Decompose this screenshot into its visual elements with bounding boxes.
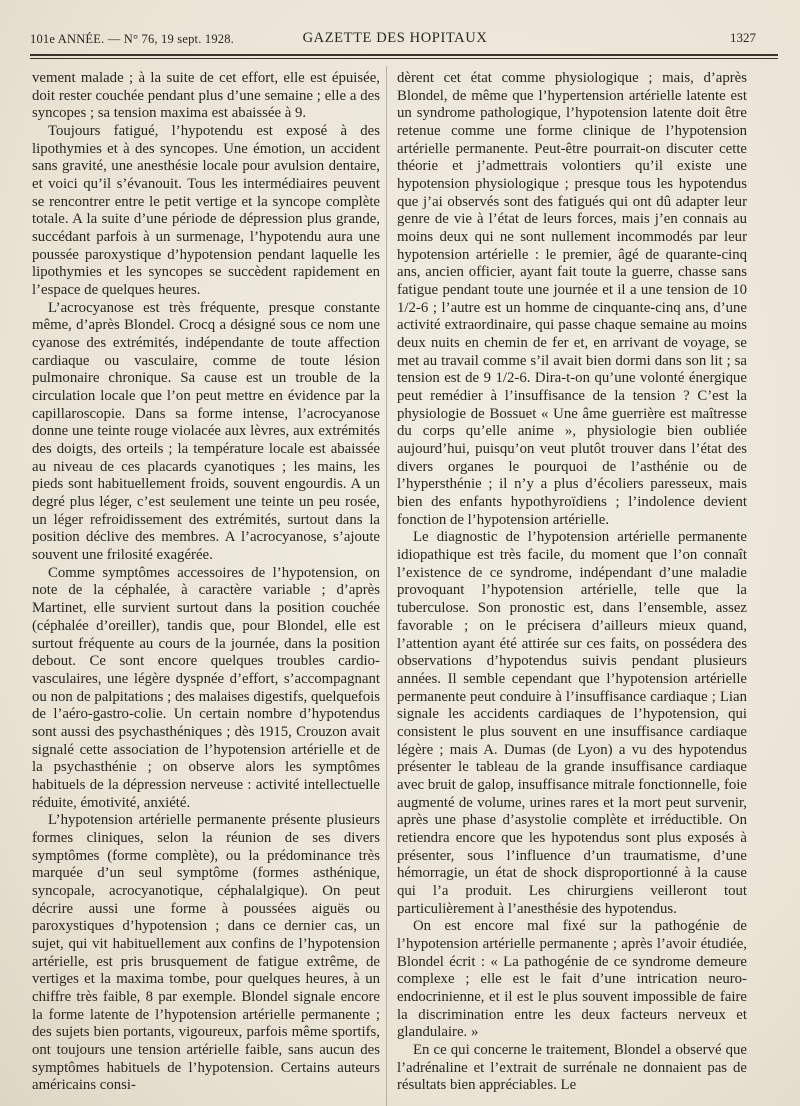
paragraph: Comme symptômes accessoires de l’hypotension, on note de la céphalée, à caractère variable ; d’après Martinet, elle survient surtout dans la position couchée (céphalée d’oreiller), tandis que, pour Blondel, elle est surtout fréquente au cours de la journée, dans la position debout. Ce sont encore quelques troubles cardio-vasculaires, une légère dyspnée d’effort, s’accompagnant ou non de palpitations ; des malaises digestifs, quelquefois de l’aéro-gastro-colie. Un certain nombre d’hypotendus sont aussi des psychasthéniques ; dès 1915, Crouzon avait signalé cette association de l’hypotension artérielle et de la psychasthénie ; on observe alors les symptômes habituels de la dépression nerveuse : activité intellectuelle réduite, émotivité, anxiété.: [32, 564, 380, 811]
paragraph: Le diagnostic de l’hypotension artérielle permanente idiopathique est très facile, du moment que l’on connaît l’existence de ce syndrome, indépendant d’une maladie provoquant l’hypotension artérielle, telle que la tuberculose. Son pronostic est, dans l’ensemble, assez favorable ; on le précisera d’ailleurs mieux quand, l’attention ayant été attirée sur ces faits, on possédera des observations d’hypotendus suivis pendant plusieurs années. Il semble cependant que l’hypotension artérielle permanente peut conduire à l’insuffisance cardiaque ; Lian signale les accidents cardiaques de l’hypotension, qui consistent le plus souvent en une insuffisance cardiaque légère ; mais A. Dumas (de Lyon) a vu des hypotendus présenter le tableau de la grande insuffisance cardiaque avec bruit de galop, insuffisance mitrale fonctionnelle, foie augmenté de volume, urines rares et la mort peut survenir, après une phase d’asystolie complète et irréductible. On retiendra encore que les hypotendus sont plus exposés à présenter, sous l’influence d’un traumatisme, d’une hémorragie, un état de shock disproportionné à la cause qui l’a produit. Les chirurgiens veilleront tout particulièrement à l’anesthésie des hypotendus.: [397, 529, 747, 917]
paragraph: En ce qui concerne le traitement, Blondel a observé que l’adrénaline et l’extrait de surrénale ne donnaient pas de résultats bien appréciables. Le: [397, 1041, 747, 1094]
paragraph: On est encore mal fixé sur la pathogénie de l’hypotension artérielle permanente ; après l’avoir étudiée, Blondel écrit : « La pathogénie de ce syndrome demeure complexe ; elle est le fait d’une intrication neuro-endocrinienne, et il est le plus souvent impossible de faire la discrimination entre les deux facteurs nerveux et glandulaire. »: [397, 918, 747, 1041]
paragraph: vement malade ; à la suite de cet effort, elle est épuisée, doit rester couchée pendant plus d’une semaine ; elle a des syncopes ; sa tension maxima est abaissée à 9.: [32, 70, 380, 122]
paragraph: L’acrocyanose est très fréquente, presque constante même, d’après Blondel. Crocq a désigné sous ce nom une cyanose des extrémités, indépendante de toute affection cardiaque ou vasculaire, comme de toute lésion pulmonaire chronique. Sa cause est un trouble de la circulation locale que l’on peut mettre en évidence par la capillaroscopie. Dans sa forme intense, l’acrocyanose donne une teinte rouge violacée aux lèvres, aux extrémités des doigts, des orteils ; la température locale est abaissée au niveau de ces placards cyanotiques ; les mains, les pieds sont habituellement froids, souvent engourdis. A un degré plus léger, c’est seulement une teinte un peu rosée, un léger refroidissement des extrémités, surtout dans la position déclive des membres. A l’acrocyanose, s’ajoute souvent une frilosité exagérée.: [32, 299, 380, 564]
header-rule-thick: [30, 54, 778, 56]
journal-title: GAZETTE DES HOPITAUX: [302, 30, 488, 46]
paragraph: dèrent cet état comme physiologique ; mais, d’après Blondel, de même que l’hypertension artérielle latente est un syndrome pathologique, l’hypotension latente doit être retenue comme une forme clinique de l’hypotension artérielle permanente. Peut-être pourrait-on discuter cette théorie et j’admettrais volontiers qu’il existe une hypotension physiologique ; presque tous les hypotendus que j’ai observés sont des fatigués qui ont dû adapter leur genre de vie à l’état de leurs forces, mais j’en connais au moins deux qui ne sont nullement incommodés par leur hypotension artérielle : le premier, âgé de quarante-cinq ans, ancien officier, ayant fait toute la guerre, chasse sans fatigue pendant toute une journée et il a une tension de 10 1/2-6 ; l’autre est un homme de cinquante-cinq ans, d’une activité extraordinaire, qui passe chaque semaine au moins deux nuits en chemin de fer et, en arrivant de voyage, se met au travail comme s’il avait bien dormi dans son lit ; sa tension est de 9 1/2-6. Dira-t-on qu’une volonté énergique peut remédier à l’insuffisance de la tension ? C’est la physiologie de Bossuet « Une âme guerrière est maîtresse du corps qu’elle anime », physiologie bien oubliée aujourd’hui, puisqu’on veut plutôt trouver dans l’état des divers organes le pourquoi de l’asthénie ou de l’hypersthénie ; il n’y a plus d’écoliers paresseux, mais bien des enfants hypothyroïdiens ; l’indolence devient fonction de l’hypotension artérielle.: [397, 70, 747, 528]
paragraph: Toujours fatigué, l’hypotendu est exposé à des lipothymies et à des syncopes. Une émotion, un accident sans gravité, une anesthésie locale pour avulsion dentaire, et voici qu’il s’évanouit. Tous les intermédiaires peuvent se rencontrer entre le petit vertige et la syncope complète totale. A la suite d’une période de dépression plus grande, succédant parfois à un surmenage, l’hypotendu aura une poussée paroxystique d’hypotension pendant laquelle les lipothymies et les syncopes se succèdent rapidement en l’espace de quelques heures.: [32, 123, 380, 299]
issue-info: 101e ANNÉE. — N° 76, 19 sept. 1928.: [30, 32, 234, 46]
page-number: 1327: [730, 30, 756, 45]
left-column: [32, 70, 380, 1095]
column-divider: [386, 66, 387, 1106]
header-rule-thin: [30, 58, 778, 59]
page-header: [30, 28, 760, 50]
right-column: [397, 70, 747, 1095]
paragraph: L’hypotension artérielle permanente présente plusieurs formes cliniques, selon la réunion de ses divers symptômes (forme complète), ou la prédominance très marquée d’un seul symptôme (formes asthénique, syncopale, acrocyanotique, céphalalgique). On peut décrire aussi une forme à poussées aiguës ou paroxystiques d’hypotension ; dans ce dernier cas, un sujet, qui vit habituellement aux confins de l’hypotension artérielle, est pris brusquement de fatigue extrême, de vertiges et la maxima tombe, pour quelques heures, à un chiffre très faible, 8 par exemple. Blondel signale encore la forme latente de l’hypotension artérielle permanente ; des sujets bien portants, vigoureux, parfois même sportifs, ont toujours une tension artérielle faible, sans aucun des symptômes habituels de l’hypotension. Certains auteurs américains consi-: [32, 812, 380, 1094]
